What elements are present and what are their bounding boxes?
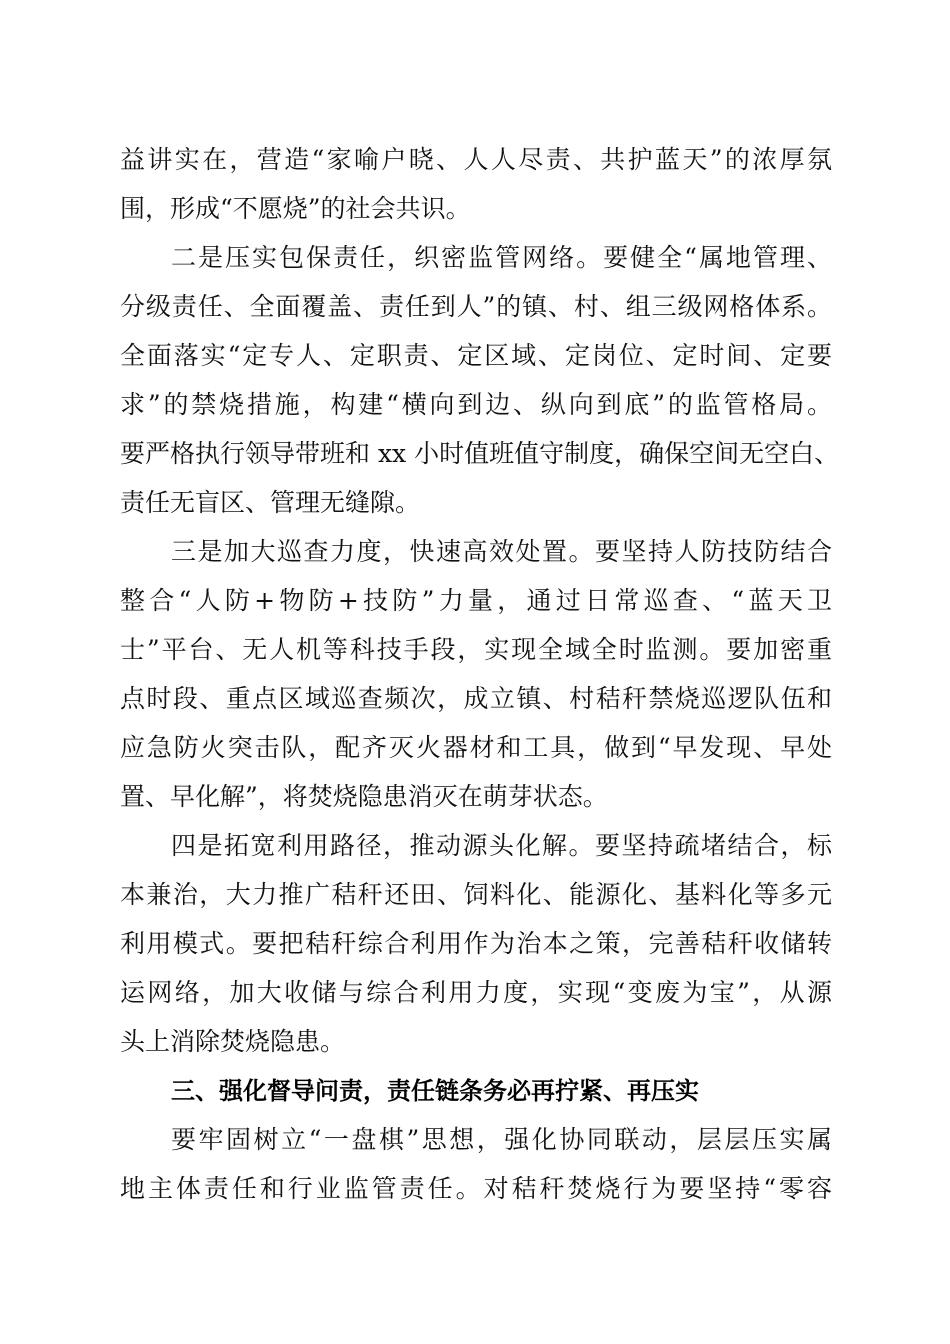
paragraph-line: 二是压实包保责任，织密监管网络。要健全“属地管理、 [171,243,832,272]
paragraph-line: 头上消除焚烧隐患。 [120,1027,346,1056]
paragraph-line: 士”平台、无人机等科技手段，实现全域全时监测。要加密重 [120,635,832,664]
paragraph-line: 整合“人防+物防+技防”力量，通过日常巡查、“蓝天卫 [120,586,832,615]
paragraph-line: 四是拓宽利用路径，推动源头化解。要坚持疏堵结合，标 [171,831,832,860]
paragraph-line: 置、早化解”，将焚烧隐患消灭在萌芽状态。 [120,782,608,811]
paragraph-line: 全面落实“定专人、定职责、定区域、定岗位、定时间、定要 [120,341,832,370]
paragraph-line: 求”的禁烧措施，构建“横向到边、纵向到底”的监管格局。 [120,390,832,419]
paragraph-line: 地主体责任和行业监管责任。对秸秆焚烧行为要坚持“零容 [120,1174,832,1203]
paragraph-line: 利用模式。要把秸秆综合利用作为治本之策，完善秸秆收储转 [120,929,832,958]
paragraph-line: 围，形成“不愿烧”的社会共识。 [120,194,471,223]
paragraph-line: 三是加大巡查力度，快速高效处置。要坚持人防技防结合 [171,537,832,566]
paragraph-line: 责任无盲区、管理无缝隙。 [120,488,421,517]
paragraph-line: 应急防火突击队，配齐灭火器材和工具，做到“早发现、早处 [120,733,832,762]
paragraph-line: 要严格执行领导带班和 xx 小时值班值守制度，确保空间无空白、 [120,439,840,468]
paragraph-line: 运网络，加大收储与综合利用力度，实现“变废为宝”，从源 [120,978,832,1007]
paragraph-line: 要牢固树立“一盘棋”思想，强化协同联动，层层压实属 [171,1125,832,1154]
paragraph-line: 本兼治，大力推广秸秆还田、饲料化、能源化、基料化等多元 [120,880,832,909]
section-heading: 三、强化督导问责，责任链条务必再拧紧、再压实 [171,1077,699,1105]
paragraph-line: 益讲实在，营造“家喻户晓、人人尽责、共护蓝天”的浓厚氛 [120,145,832,174]
paragraph-line: 分级责任、全面覆盖、责任到人”的镇、村、组三级网格体系。 [120,292,832,321]
paragraph-line: 点时段、重点区域巡查频次，成立镇、村秸秆禁烧巡逻队伍和 [120,684,832,713]
